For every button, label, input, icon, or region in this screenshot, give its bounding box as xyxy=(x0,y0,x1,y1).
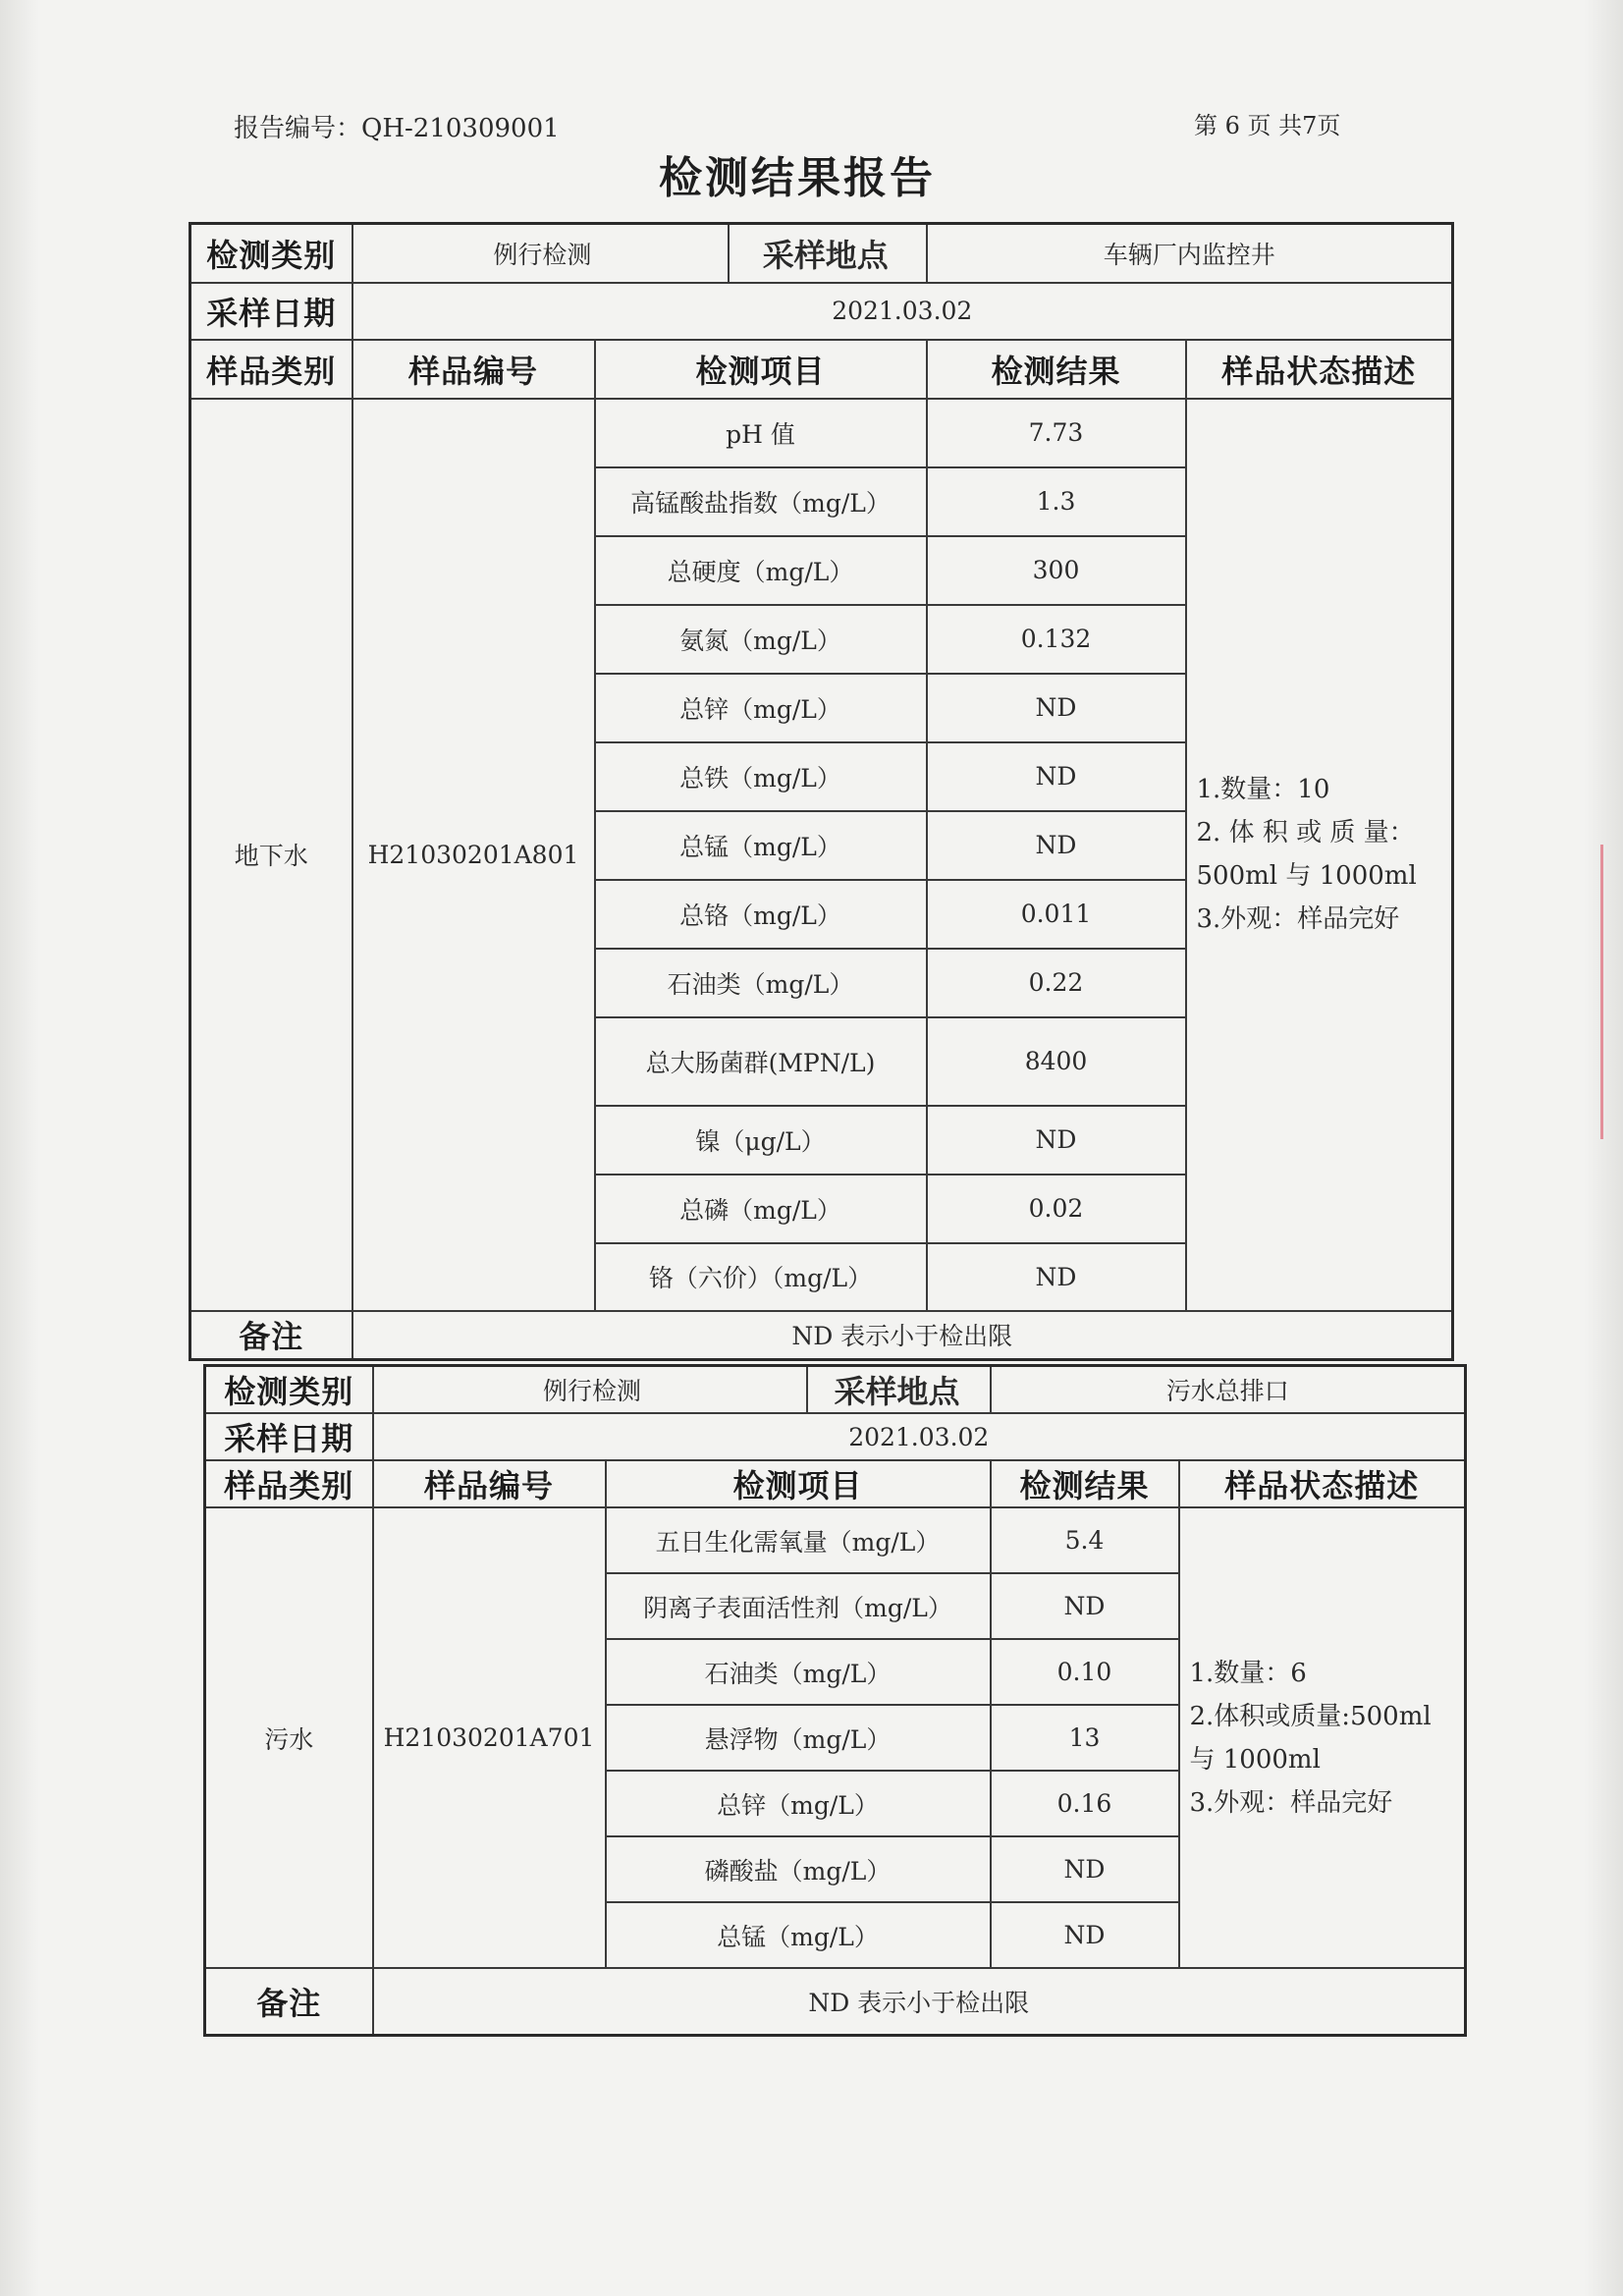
sample-no: H21030201A801 xyxy=(352,399,595,1311)
red-seal-edge xyxy=(1600,845,1623,1139)
category-text: 例行检测 xyxy=(542,1377,641,1405)
desc-line: 2.体积或质量:500ml xyxy=(1189,1701,1432,1731)
result-cell: ND xyxy=(991,1836,1179,1902)
desc-line: 3.外观：样品完好 xyxy=(1196,904,1400,934)
item-cell: 总铬（mg/L） xyxy=(595,880,927,949)
result-cell: 300 xyxy=(927,536,1186,605)
table-row xyxy=(205,1366,1466,1414)
table-row xyxy=(205,1413,1466,1460)
site-label: 采样地点 xyxy=(834,1373,960,1410)
col-sample-no: 样品编号 xyxy=(373,1460,606,1507)
report-number xyxy=(234,108,560,144)
col-sample-type: 样品类别 xyxy=(190,340,352,399)
remark-label: 备注 xyxy=(205,1968,373,2035)
date-label: 采样日期 xyxy=(190,283,352,340)
result-cell: ND xyxy=(927,742,1186,811)
item-cell: 石油类（mg/L） xyxy=(606,1639,991,1705)
item-cell: 氨氮（mg/L） xyxy=(595,605,927,674)
result-cell: ND xyxy=(927,1106,1186,1175)
item-cell: 五日生化需氧量（mg/L） xyxy=(606,1507,991,1573)
item-cell: 总锰（mg/L） xyxy=(606,1902,991,1968)
sample-type: 地下水 xyxy=(190,399,352,1311)
table-row xyxy=(190,224,1453,283)
desc-line: 1.数量：10 xyxy=(1196,775,1330,804)
category-value xyxy=(352,224,927,283)
item-cell: 磷酸盐（mg/L） xyxy=(606,1836,991,1902)
item-cell: 总锌（mg/L） xyxy=(595,674,927,742)
item-cell: 悬浮物（mg/L） xyxy=(606,1705,991,1771)
item-cell: 高锰酸盐指数（mg/L） xyxy=(595,467,927,536)
col-result: 检测结果 xyxy=(991,1460,1179,1507)
result-cell: ND xyxy=(927,811,1186,880)
category-label: 检测类别 xyxy=(190,224,352,283)
item-cell: 石油类（mg/L） xyxy=(595,949,927,1017)
table-row xyxy=(190,399,1453,467)
site-value: 车辆厂内监控井 xyxy=(927,224,1453,283)
category-value xyxy=(373,1366,991,1414)
col-sample-type: 样品类别 xyxy=(205,1460,373,1507)
table-row xyxy=(205,1507,1466,1573)
result-cell: 0.16 xyxy=(991,1771,1179,1836)
item-cell: 铬（六价）（mg/L） xyxy=(595,1243,927,1311)
desc-line: 1.数量：6 xyxy=(1189,1658,1307,1688)
table-header-row xyxy=(190,340,1453,399)
remark-row xyxy=(190,1311,1453,1360)
col-sample-no: 样品编号 xyxy=(352,340,595,399)
item-cell: 总大肠菌群(MPN/L) xyxy=(595,1017,927,1106)
desc-line: 500ml 与 1000ml xyxy=(1196,861,1417,891)
report-number-label: 报告编号： xyxy=(234,114,362,143)
item-cell: 总铁（mg/L） xyxy=(595,742,927,811)
scan-edge-left xyxy=(0,0,39,2296)
page-title: 检测结果报告 xyxy=(659,153,936,203)
table-header-row xyxy=(205,1460,1466,1507)
item-cell: 总硬度（mg/L） xyxy=(595,536,927,605)
result-cell: ND xyxy=(927,1243,1186,1311)
desc-line: 3.外观：样品完好 xyxy=(1189,1787,1393,1818)
item-cell: 镍（μg/L） xyxy=(595,1106,927,1175)
remark-value: ND 表示小于检出限 xyxy=(352,1311,1453,1360)
date-label: 采样日期 xyxy=(205,1413,373,1460)
report-number-value: QH-210309001 xyxy=(361,114,560,143)
col-item: 检测项目 xyxy=(606,1460,991,1507)
result-cell: 0.011 xyxy=(927,880,1186,949)
item-cell: 阴离子表面活性剂（mg/L） xyxy=(606,1573,991,1639)
wastewater-results-table xyxy=(203,1364,1467,2037)
desc-line: 与 1000ml xyxy=(1189,1744,1321,1775)
item-cell: 总锌（mg/L） xyxy=(606,1771,991,1836)
result-cell: ND xyxy=(927,674,1186,742)
groundwater-results-table xyxy=(189,222,1454,1361)
page-info: 第 6 页 共7页 xyxy=(1194,112,1341,139)
sample-no: H21030201A701 xyxy=(373,1507,606,1968)
remark-value: ND 表示小于检出限 xyxy=(373,1968,1466,2035)
result-cell: 0.132 xyxy=(927,605,1186,674)
result-cell: 0.02 xyxy=(927,1175,1186,1243)
desc-line: 2. 体 积 或 质 量： xyxy=(1196,818,1415,847)
result-cell: 0.22 xyxy=(927,949,1186,1017)
result-cell: 13 xyxy=(991,1705,1179,1771)
table-row xyxy=(190,283,1453,340)
result-cell: 1.3 xyxy=(927,467,1186,536)
sample-status-desc xyxy=(1179,1507,1466,1968)
remark-row xyxy=(205,1968,1466,2035)
result-cell: 0.10 xyxy=(991,1639,1179,1705)
result-cell: 5.4 xyxy=(991,1507,1179,1573)
site-label: 采样地点 xyxy=(762,236,889,274)
result-cell: 8400 xyxy=(927,1017,1186,1106)
col-item: 检测项目 xyxy=(595,340,927,399)
remark-label: 备注 xyxy=(190,1311,352,1360)
date-value: 2021.03.02 xyxy=(352,283,1453,340)
item-cell: 总磷（mg/L） xyxy=(595,1175,927,1243)
item-cell: 总锰（mg/L） xyxy=(595,811,927,880)
category-label: 检测类别 xyxy=(205,1366,373,1414)
item-cell: pH 值 xyxy=(595,399,927,467)
sample-status-desc xyxy=(1186,399,1453,1311)
col-desc: 样品状态描述 xyxy=(1186,340,1453,399)
site-value: 污水总排口 xyxy=(991,1366,1466,1414)
result-cell: ND xyxy=(991,1573,1179,1639)
col-desc: 样品状态描述 xyxy=(1179,1460,1466,1507)
category-text: 例行检测 xyxy=(493,240,592,269)
scan-edge-right xyxy=(1584,0,1623,2296)
col-result: 检测结果 xyxy=(927,340,1186,399)
result-cell: ND xyxy=(991,1902,1179,1968)
sample-type: 污水 xyxy=(205,1507,373,1968)
date-value: 2021.03.02 xyxy=(373,1413,1466,1460)
result-cell: 7.73 xyxy=(927,399,1186,467)
